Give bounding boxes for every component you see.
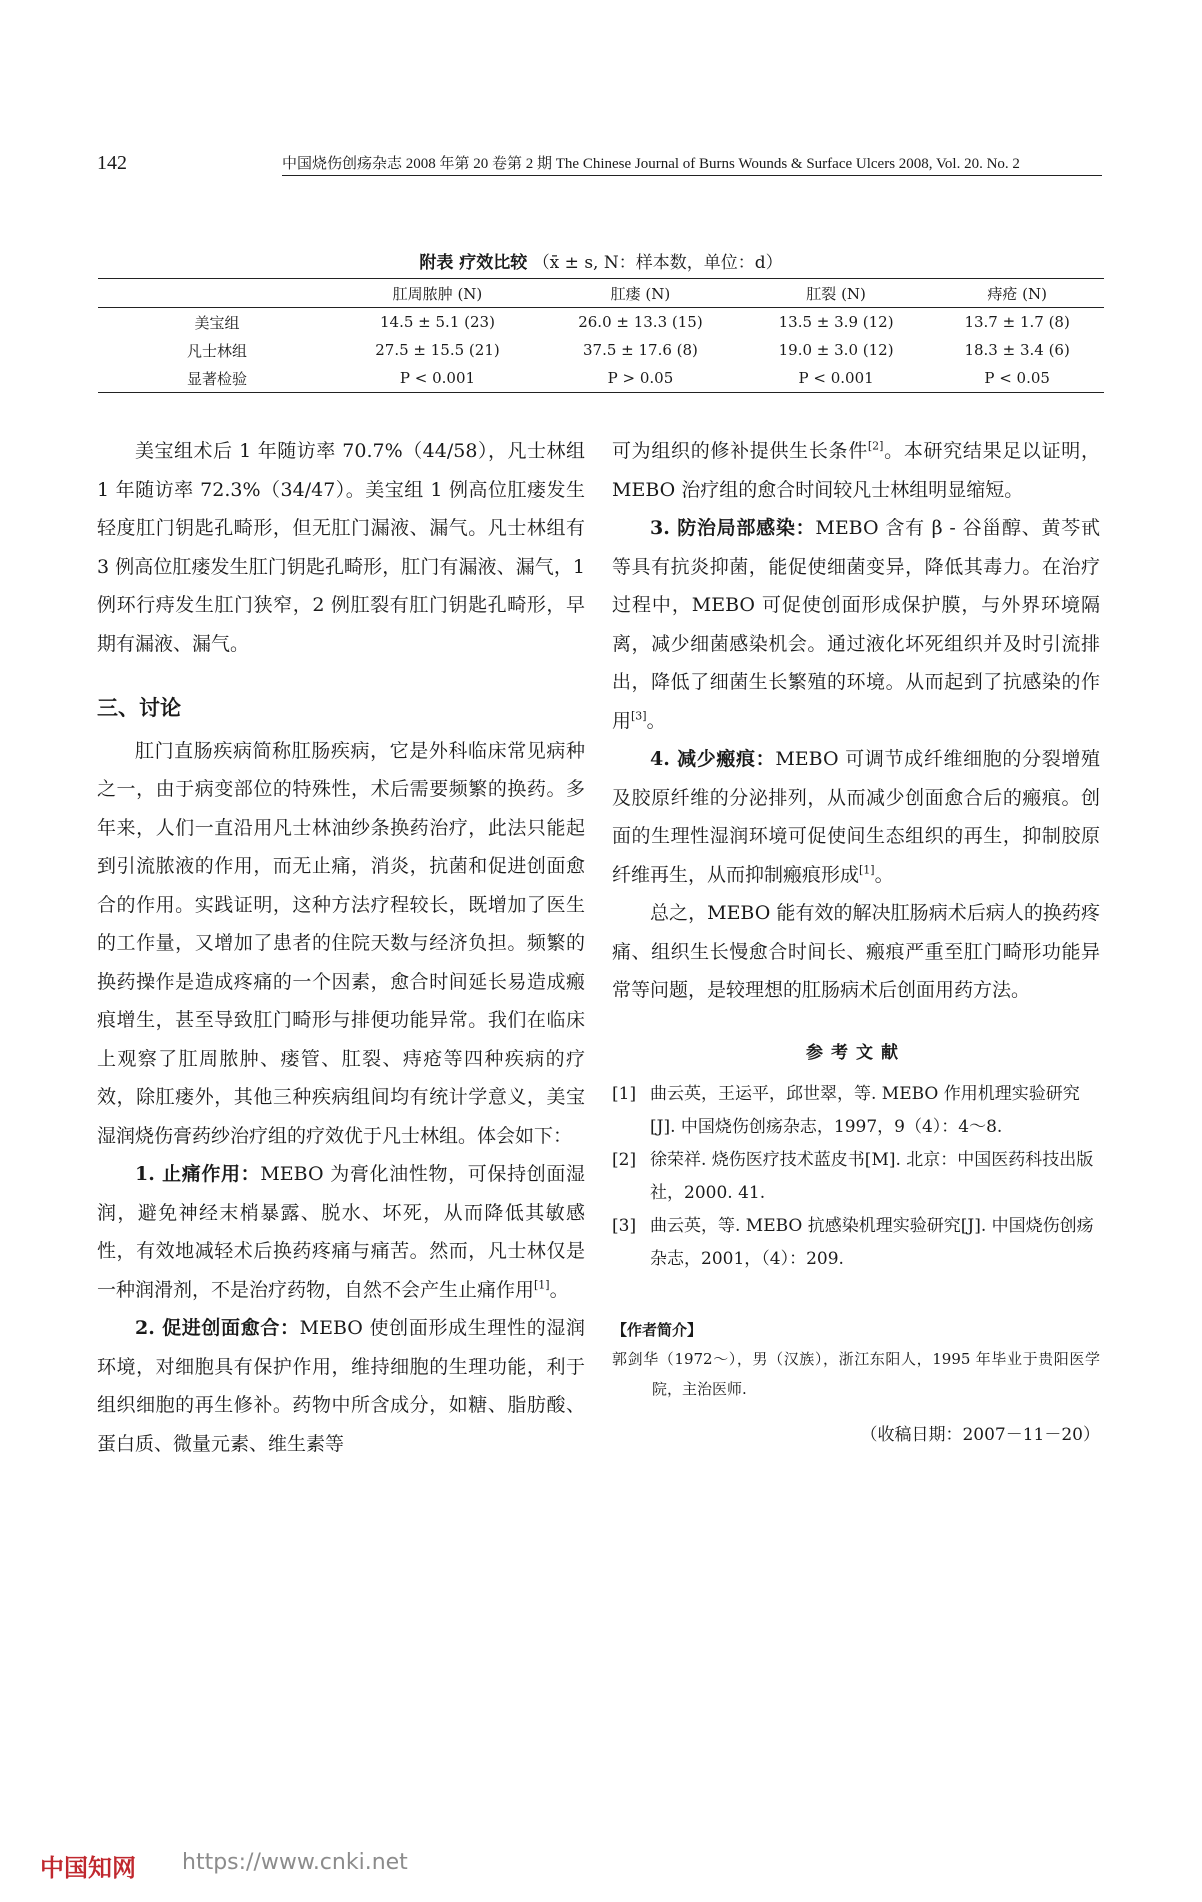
- references-title: 参考文献: [806, 1042, 906, 1063]
- table-cell: 13.5 ± 3.9 (12): [778, 313, 894, 331]
- table-row: [98, 308, 1104, 337]
- section-heading: 三、讨论: [97, 695, 181, 720]
- reference-item: [612, 1144, 1100, 1210]
- table-cell: 凡士林组: [186, 341, 247, 360]
- item-lead: 3. 防治局部感染：: [650, 517, 816, 539]
- results-paragraph: 美宝组术后 1 年随访率 70.7%（44/58），凡士林组 1 年随访率 72.3%（34/47）。美宝组 1 例高位肛瘘发生轻度肛门钥匙孔畸形，但无肛门漏液、漏气。凡士林组有 3 例高位肛瘘发生肛门钥匙孔畸形，肛门有漏液、漏气，1 例环行痔发生肛门狭窄，2 例肛裂有肛门钥匙孔畸形，早期有漏液、漏气。: [97, 440, 585, 655]
- table-cell: 37.5 ± 17.6 (8): [582, 341, 698, 359]
- item-end: 。: [874, 863, 894, 886]
- item-lead: 1. 止痛作用：: [135, 1163, 261, 1185]
- reference-number: [3]: [612, 1215, 637, 1236]
- item-lead: 2. 促进创面愈合：: [135, 1317, 300, 1339]
- item-end: 。: [646, 709, 666, 732]
- page-number: 142: [97, 152, 127, 174]
- table-cell: 14.5 ± 5.1 (23): [380, 313, 495, 331]
- table-header-cell: 肛瘘 (N): [610, 284, 671, 303]
- reference-text: 徐荣祥. 烧伤医疗技术蓝皮书[M]. 北京：中国医药科技出版社，2000. 41.: [650, 1149, 1094, 1203]
- item-healing: [97, 1309, 585, 1463]
- table-header-cell: [98, 279, 336, 308]
- table-caption-note: （x̄ ± s, N：样本数，单位：d）: [532, 253, 783, 273]
- running-head: 中国烧伤创疡杂志 2008 年第 20 卷第 2 期 The Chinese Journal of Burns Wounds & Surface Ulcers 2008, Vol. 20. No. 2: [282, 156, 1020, 172]
- reference-text: 曲云英，等. MEBO 抗感染机理实验研究[J]. 中国烧伤创疡杂志，2001，（4）：209.: [650, 1215, 1094, 1269]
- item-text: MEBO 可调节成纤维细胞的分裂增殖及胶原纤维的分泌排列，从而减少创面愈合后的瘢痕。创面的生理性湿润环境可促使间生态组织的再生，抑制胶原纤维再生，从而抑制瘢痕形成: [612, 748, 1101, 886]
- cnki-logo: 中国知网: [40, 1854, 136, 1882]
- received-date: （收稿日期：2007－11－20）: [860, 1424, 1100, 1445]
- table-header-row: [98, 279, 1104, 308]
- author-bio-heading: 【作者简介】: [612, 1320, 703, 1339]
- item-lead: 4. 减少瘢痕：: [650, 748, 776, 770]
- citation: [1]: [534, 1278, 550, 1292]
- item-infection: [612, 509, 1100, 740]
- right-column: [612, 432, 1100, 1454]
- table-header-cell: 肛周脓肿 (N): [392, 284, 483, 303]
- item-text: MEBO 含有 β - 谷甾醇、黄芩甙等具有抗炎抑菌，能促使细菌变异，降低其毒力。在治疗过程中，MEBO 可促使创面形成保护膜，与外界环境隔离，减少细菌感染机会。通过液化坏死组织并及时引流排出，降低了细菌生长繁殖的环境。从而起到了抗感染的作用: [612, 517, 1100, 732]
- item-text: 可为组织的修补提供生长条件: [612, 440, 868, 462]
- continued-paragraph: [612, 432, 1100, 509]
- item-text: MEBO 使创面形成生理性的湿润环境，对细胞具有保护作用，维持细胞的生理功能，利于组织细胞的再生修补。药物中所含成分，如糖、脂肪酸、蛋白质、微量元素、维生素等: [97, 1317, 585, 1455]
- results-table: [98, 278, 1104, 393]
- table-header-cell: 痔疮 (N): [987, 284, 1047, 303]
- table-row: [98, 336, 1104, 364]
- table-cell: P < 0.001: [399, 369, 476, 387]
- author-bio: 郭剑华（1972～），男（汉族），浙江东阳人，1995 年毕业于贵阳医学院，主治医师.: [612, 1349, 1100, 1398]
- reference-item: [612, 1210, 1100, 1276]
- reference-item: [612, 1078, 1100, 1144]
- item-end: 。本研究结果足以证明，MEBO 治疗组的愈合时间较凡士林组明显缩短。: [612, 440, 1100, 501]
- table-cell: 19.0 ± 3.0 (12): [778, 341, 894, 359]
- table-cell: 显著检验: [186, 369, 247, 388]
- reference-number: [2]: [612, 1149, 637, 1170]
- reference-number: [1]: [612, 1083, 637, 1104]
- table-cell: P < 0.05: [984, 369, 1050, 387]
- table-header-cell: 肛裂 (N): [806, 284, 866, 303]
- table-row: [98, 364, 1104, 393]
- header-rule: [282, 175, 1102, 176]
- item-end: 。: [549, 1278, 569, 1301]
- table-cell: 26.0 ± 13.3 (15): [578, 313, 703, 331]
- table-caption: [0, 248, 1202, 273]
- item-text: MEBO 为膏化油性物，可保持创面湿润，避免神经末梢暴露、脱水、坏死，从而降低其敏感性，有效地减轻术后换药疼痛与痛苦。然而，凡士林仅是一种润滑剂，不是治疗药物，自然不会产生止痛作用: [97, 1163, 586, 1301]
- table-cell: P > 0.05: [607, 369, 674, 387]
- cnki-url-link[interactable]: https://www.cnki.net: [182, 1850, 408, 1875]
- conclusion-paragraph: 总之，MEBO 能有效的解决肛肠病术后病人的换药疼痛、组织生长慢愈合时间长、瘢痕严重至肛门畸形功能异常等问题，是较理想的肛肠病术后创面用药方法。: [612, 902, 1100, 1001]
- table-cell: 13.7 ± 1.7 (8): [964, 313, 1070, 331]
- citation: [1]: [859, 863, 875, 877]
- table-cell: 18.3 ± 3.4 (6): [964, 341, 1070, 359]
- item-scar: [612, 740, 1100, 894]
- table-cell: 美宝组: [194, 313, 240, 332]
- table-caption-title: 附表 疗效比较: [419, 253, 528, 273]
- discussion-paragraph: 肛门直肠疾病简称肛肠疾病，它是外科临床常见病种之一，由于病变部位的特殊性，术后需要频繁的换药。多年来，人们一直沿用凡士林油纱条换药治疗，此法只能起到引流脓液的作用，而无止痛，消炎，抗菌和促进创面愈合的作用。实践证明，这种方法疗程较长，既增加了医生的工作量，又增加了患者的住院天数与经济负担。频繁的换药操作是造成疼痛的一个因素，愈合时间延长易造成瘢痕增生，甚至导致肛门畸形与排便功能异常。我们在临床上观察了肛周脓肿、瘘管、肛裂、痔疮等四种疾病的疗效，除肛瘘外，其他三种疾病组间均有统计学意义，美宝湿润烧伤膏药纱治疗组的疗效优于凡士林组。体会如下：: [97, 739, 585, 1147]
- citation: [2]: [867, 439, 884, 453]
- table-cell: 27.5 ± 15.5 (21): [375, 341, 500, 359]
- left-column: [97, 432, 585, 1463]
- reference-text: 曲云英，王运平，邱世翠，等. MEBO 作用机理实验研究[J]. 中国烧伤创疡杂志，1997，9（4）：4～8.: [650, 1083, 1080, 1137]
- table-cell: P < 0.001: [798, 369, 874, 387]
- item-analgesic: [97, 1155, 585, 1309]
- citation: [3]: [631, 709, 647, 723]
